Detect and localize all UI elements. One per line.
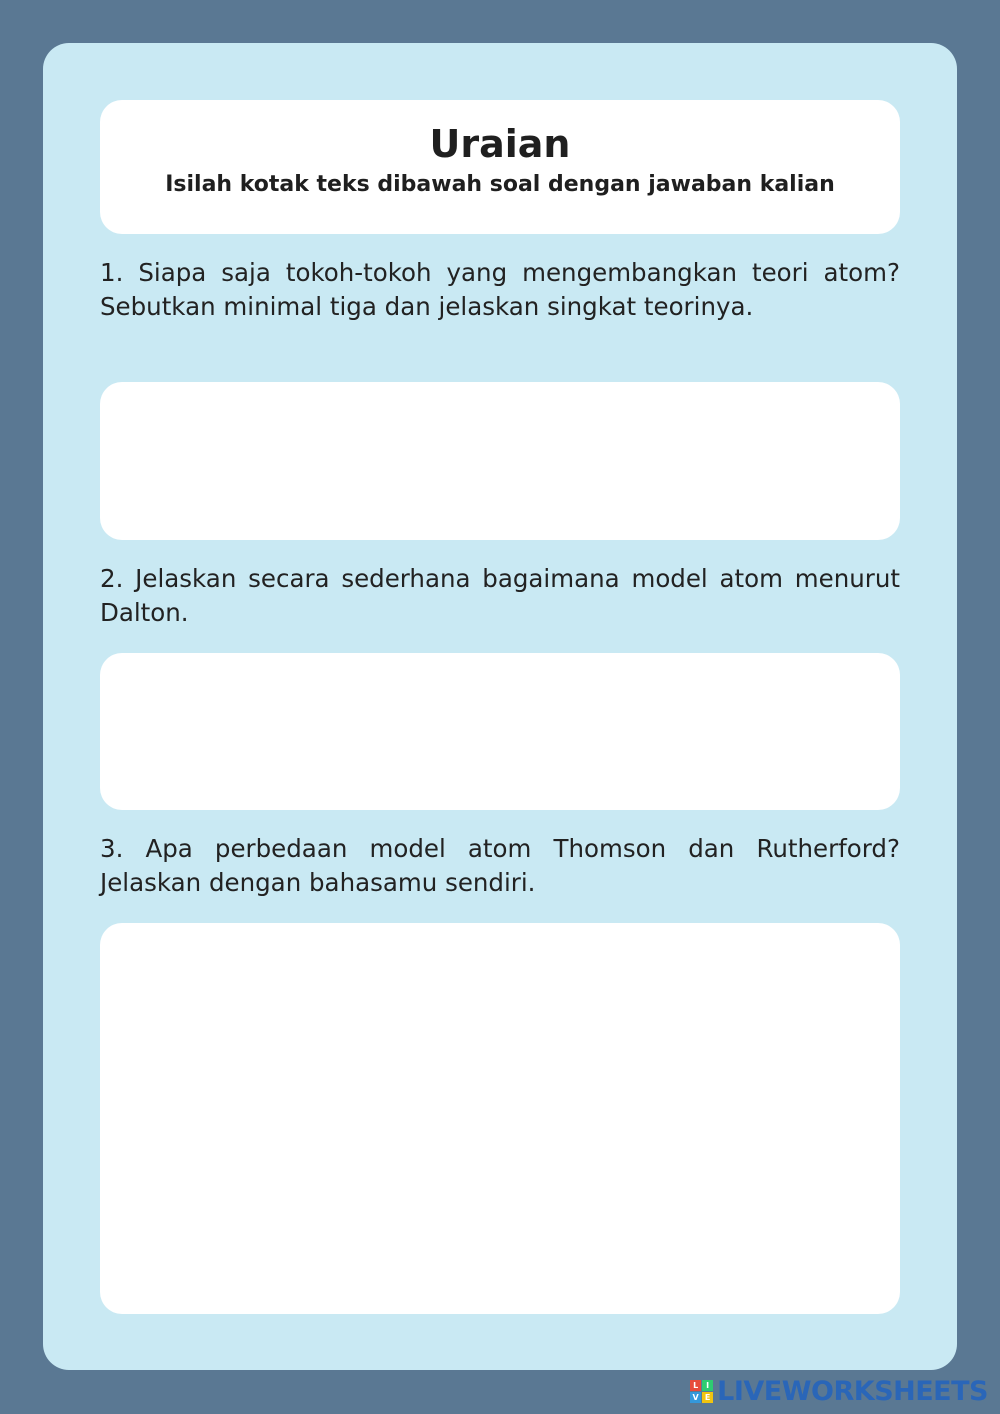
page-instructions: Isilah kotak teks dibawah soal dengan jawaban kalian [165, 172, 835, 197]
answer-box-3[interactable] [100, 923, 900, 1314]
header-box [100, 100, 900, 234]
brand-name: LIVEWORKSHEETS [717, 1375, 988, 1407]
logo-letter-v: V [690, 1392, 701, 1403]
logo-letter-i: I [702, 1380, 713, 1391]
question-3: 3. Apa perbedaan model atom Thomson dan Rutherford? Jelaskan dengan bahasamu sendiri. [100, 834, 900, 897]
logo-letter-e: E [702, 1392, 713, 1403]
brand-watermark [690, 1376, 988, 1406]
logo-letter-l: L [690, 1380, 701, 1391]
answer-box-2[interactable] [100, 653, 900, 810]
answer-box-1[interactable] [100, 382, 900, 540]
question-2: 2. Jelaskan secara sederhana bagaimana model atom menurut Dalton. [100, 564, 900, 627]
page-title: Uraian [429, 122, 571, 166]
brand-logo-icon [690, 1380, 713, 1403]
question-1: 1. Siapa saja tokoh-tokoh yang mengembangkan teori atom? Sebutkan minimal tiga dan jelaskan singkat teorinya. [100, 258, 900, 321]
